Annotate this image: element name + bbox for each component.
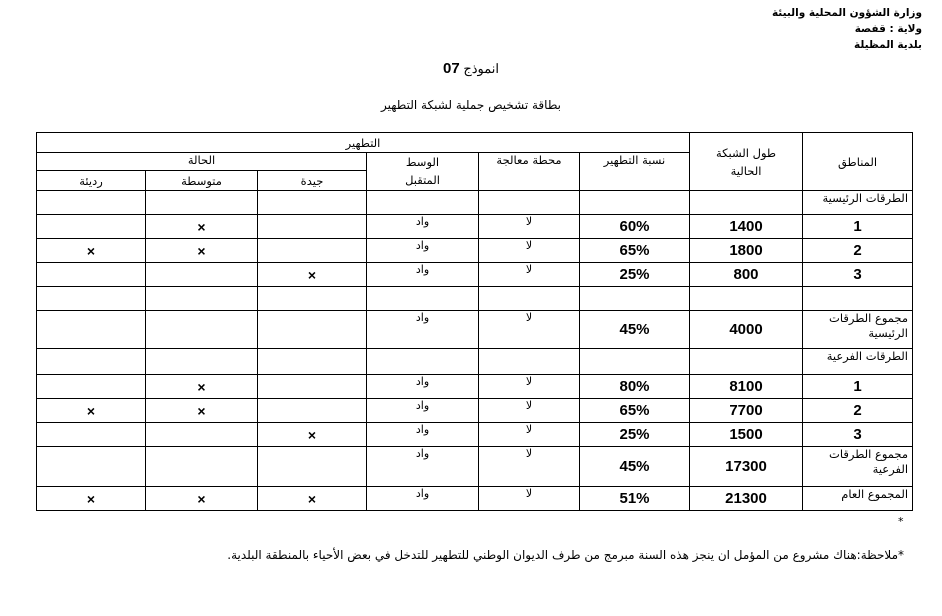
note-text: *ملاحظة:هناك مشروع من المؤمل ان ينجز هذه السنة مبرمج من طرف الديوان الوطني للتطهير للتدخل في بعض الأحياء بالمنطقة البلدية. bbox=[227, 548, 904, 562]
good-mark bbox=[258, 399, 367, 423]
bad-mark bbox=[37, 215, 146, 239]
good-mark: × bbox=[258, 423, 367, 447]
rate-cell: 25% bbox=[580, 423, 690, 447]
table-row bbox=[37, 239, 913, 263]
medium-mark bbox=[146, 423, 258, 447]
length-cell: 800 bbox=[690, 263, 803, 287]
length-cell: 8100 bbox=[690, 375, 803, 399]
good-mark bbox=[258, 215, 367, 239]
good-mark: × bbox=[258, 487, 367, 511]
receiver-cell: واد bbox=[367, 311, 479, 349]
station-cell: لا bbox=[479, 263, 580, 287]
medium-mark: × bbox=[146, 215, 258, 239]
bad-mark: × bbox=[37, 239, 146, 263]
form-number-value: 07 bbox=[443, 60, 460, 77]
receiver-cell: واد bbox=[367, 375, 479, 399]
header-regions: المناطق bbox=[803, 133, 913, 191]
rate-cell: 45% bbox=[580, 311, 690, 349]
footnote-star: * bbox=[898, 515, 904, 528]
section-main-roads: الطرقات الرئيسية bbox=[803, 191, 913, 215]
station-cell: لا bbox=[479, 375, 580, 399]
region-cell: 1 bbox=[803, 375, 913, 399]
length-cell: 1500 bbox=[690, 423, 803, 447]
municipality-heading: بلدية المظيلة bbox=[853, 39, 922, 51]
rate-cell: 51% bbox=[580, 487, 690, 511]
grand-total-row bbox=[37, 487, 913, 511]
station-cell: لا bbox=[479, 311, 580, 349]
good-mark bbox=[258, 375, 367, 399]
form-label: انموذج bbox=[463, 61, 499, 76]
section-secondary-roads: الطرقات الفرعية bbox=[803, 349, 913, 375]
sanitation-diagnosis-table bbox=[36, 132, 913, 511]
receiver-cell: واد bbox=[367, 423, 479, 447]
length-cell: 17300 bbox=[690, 447, 803, 487]
header-good: جيدة bbox=[258, 171, 367, 191]
good-mark bbox=[258, 239, 367, 263]
rate-cell: 65% bbox=[580, 399, 690, 423]
header-condition: الحالة bbox=[37, 153, 367, 171]
bad-mark bbox=[37, 263, 146, 287]
governorate-heading: ولاية : قفصة bbox=[854, 23, 922, 35]
receiver-cell: واد bbox=[367, 447, 479, 487]
table-row bbox=[37, 215, 913, 239]
good-mark: × bbox=[258, 263, 367, 287]
medium-mark bbox=[146, 263, 258, 287]
length-cell: 7700 bbox=[690, 399, 803, 423]
length-cell: 21300 bbox=[690, 487, 803, 511]
table-row bbox=[37, 399, 913, 423]
bad-mark bbox=[37, 423, 146, 447]
header-rate: نسبة التطهير bbox=[580, 153, 690, 191]
region-cell: 2 bbox=[803, 399, 913, 423]
receiver-cell: واد bbox=[367, 399, 479, 423]
station-cell: لا bbox=[479, 487, 580, 511]
form-number bbox=[0, 60, 942, 77]
rate-cell: 60% bbox=[580, 215, 690, 239]
medium-mark: × bbox=[146, 399, 258, 423]
medium-mark: × bbox=[146, 487, 258, 511]
region-cell: 3 bbox=[803, 423, 913, 447]
bad-mark: × bbox=[37, 399, 146, 423]
grand-total-label: المجموع العام bbox=[803, 487, 913, 511]
length-cell: 4000 bbox=[690, 311, 803, 349]
secondary-total-label: مجموع الطرقات الفرعية bbox=[803, 447, 913, 487]
region-cell: 3 bbox=[803, 263, 913, 287]
main-total-label: مجموع الطرقات الرئيسية bbox=[803, 311, 913, 349]
region-cell: 1 bbox=[803, 215, 913, 239]
table-row bbox=[37, 263, 913, 287]
length-cell: 1400 bbox=[690, 215, 803, 239]
header-receiver: الوسط المتقبل bbox=[367, 153, 479, 191]
page-title: بطاقة تشخيص جملية لشبكة التطهير bbox=[380, 98, 562, 112]
rate-cell: 45% bbox=[580, 447, 690, 487]
station-cell: لا bbox=[479, 423, 580, 447]
receiver-cell: واد bbox=[367, 263, 479, 287]
rate-cell: 80% bbox=[580, 375, 690, 399]
length-cell: 1800 bbox=[690, 239, 803, 263]
region-cell: 2 bbox=[803, 239, 913, 263]
receiver-cell: واد bbox=[367, 215, 479, 239]
medium-mark: × bbox=[146, 375, 258, 399]
station-cell: لا bbox=[479, 447, 580, 487]
rate-cell: 25% bbox=[580, 263, 690, 287]
station-cell: لا bbox=[479, 399, 580, 423]
header-bad: رديئة bbox=[37, 171, 146, 191]
header-network-length: طول الشبكة الحالية bbox=[690, 133, 803, 191]
header-sanitation: التطهير bbox=[37, 133, 690, 153]
rate-cell: 65% bbox=[580, 239, 690, 263]
main-total-row bbox=[37, 311, 913, 349]
header-station: محطة معالجة bbox=[479, 153, 580, 191]
table-row bbox=[37, 423, 913, 447]
ministry-heading: وزارة الشؤون المحلية والبيئة bbox=[771, 7, 922, 19]
receiver-cell: واد bbox=[367, 487, 479, 511]
bad-mark bbox=[37, 375, 146, 399]
station-cell: لا bbox=[479, 239, 580, 263]
bad-mark: × bbox=[37, 487, 146, 511]
header-medium: متوسطة bbox=[146, 171, 258, 191]
station-cell: لا bbox=[479, 215, 580, 239]
medium-mark: × bbox=[146, 239, 258, 263]
receiver-cell: واد bbox=[367, 239, 479, 263]
table-row bbox=[37, 375, 913, 399]
secondary-total-row bbox=[37, 447, 913, 487]
